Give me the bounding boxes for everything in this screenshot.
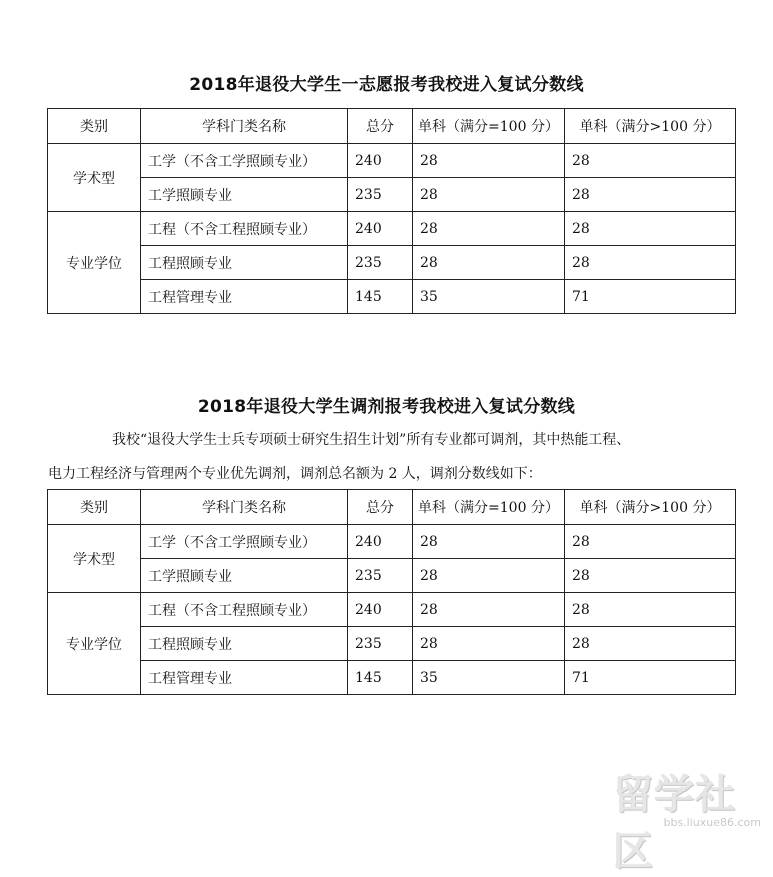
header-single-100: 单科（满分=100 分） [413, 490, 565, 525]
table-row [48, 559, 736, 593]
header-total: 总分 [348, 109, 413, 144]
subject-cell: 工程管理专业 [141, 661, 348, 695]
score-table-adjustment [47, 489, 736, 695]
watermark-logo-text: 留学社区 [613, 772, 736, 875]
header-category: 类别 [48, 109, 141, 144]
single100-cell: 28 [413, 212, 565, 246]
section1-title: 2018年退役大学生一志愿报考我校进入复试分数线 [189, 75, 584, 95]
single100-cell: 28 [413, 144, 565, 178]
section2-title: 2018年退役大学生调剂报考我校进入复试分数线 [197, 397, 576, 417]
header-category: 类别 [48, 490, 141, 525]
header-single-100: 单科（满分=100 分） [413, 109, 565, 144]
score-table-first-choice [47, 108, 736, 314]
single-over100-cell: 71 [565, 280, 736, 314]
subject-cell: 工学照顾专业 [141, 559, 348, 593]
single100-cell: 28 [413, 593, 565, 627]
single100-cell: 35 [413, 280, 565, 314]
total-cell: 240 [348, 212, 413, 246]
single-over100-cell: 28 [565, 627, 736, 661]
total-cell: 235 [348, 559, 413, 593]
single-over100-cell: 28 [565, 178, 736, 212]
table-header-row [48, 490, 736, 525]
subject-cell: 工程照顾专业 [141, 627, 348, 661]
category-cell: 学术型 [48, 144, 141, 212]
single100-cell: 28 [413, 559, 565, 593]
subject-cell: 工学（不含工学照顾专业） [141, 144, 348, 178]
single100-cell: 28 [413, 525, 565, 559]
single-over100-cell: 28 [565, 559, 736, 593]
header-total: 总分 [348, 490, 413, 525]
table-row [48, 246, 736, 280]
table-row [48, 627, 736, 661]
total-cell: 235 [348, 246, 413, 280]
single100-cell: 28 [413, 178, 565, 212]
single-over100-cell: 28 [565, 593, 736, 627]
total-cell: 145 [348, 661, 413, 695]
site-watermark [613, 759, 763, 875]
watermark-url: bbs.liuxue86.com [663, 816, 761, 829]
single-over100-cell: 28 [565, 212, 736, 246]
intro-paragraph-line2: 电力工程经济与管理两个专业优先调剂，调剂总名额为 2 人，调剂分数线如下： [48, 466, 542, 482]
table-row [48, 178, 736, 212]
single100-cell: 35 [413, 661, 565, 695]
subject-cell: 工程（不含工程照顾专业） [141, 593, 348, 627]
table-row [48, 280, 736, 314]
category-cell: 专业学位 [48, 593, 141, 695]
subject-cell: 工学（不含工学照顾专业） [141, 525, 348, 559]
single100-cell: 28 [413, 627, 565, 661]
table-row [48, 212, 736, 246]
single-over100-cell: 28 [565, 246, 736, 280]
subject-cell: 工程管理专业 [141, 280, 348, 314]
subject-cell: 工程照顾专业 [141, 246, 348, 280]
intro-paragraph-line1: 我校“退役大学生士兵专项硕士研究生招生计划”所有专业都可调剂，其中热能工程、 [112, 432, 631, 448]
single100-cell: 28 [413, 246, 565, 280]
table-row [48, 593, 736, 627]
table-row [48, 661, 736, 695]
category-cell: 专业学位 [48, 212, 141, 314]
total-cell: 240 [348, 593, 413, 627]
total-cell: 145 [348, 280, 413, 314]
header-subject: 学科门类名称 [141, 490, 348, 525]
total-cell: 235 [348, 627, 413, 661]
category-cell: 学术型 [48, 525, 141, 593]
subject-cell: 工学照顾专业 [141, 178, 348, 212]
header-single-over-100: 单科（满分>100 分） [565, 109, 736, 144]
single-over100-cell: 28 [565, 525, 736, 559]
subject-cell: 工程（不含工程照顾专业） [141, 212, 348, 246]
table-row [48, 525, 736, 559]
single-over100-cell: 71 [565, 661, 736, 695]
header-subject: 学科门类名称 [141, 109, 348, 144]
total-cell: 235 [348, 178, 413, 212]
total-cell: 240 [348, 144, 413, 178]
single-over100-cell: 28 [565, 144, 736, 178]
table-row [48, 144, 736, 178]
total-cell: 240 [348, 525, 413, 559]
header-single-over-100: 单科（满分>100 分） [565, 490, 736, 525]
table-header-row [48, 109, 736, 144]
